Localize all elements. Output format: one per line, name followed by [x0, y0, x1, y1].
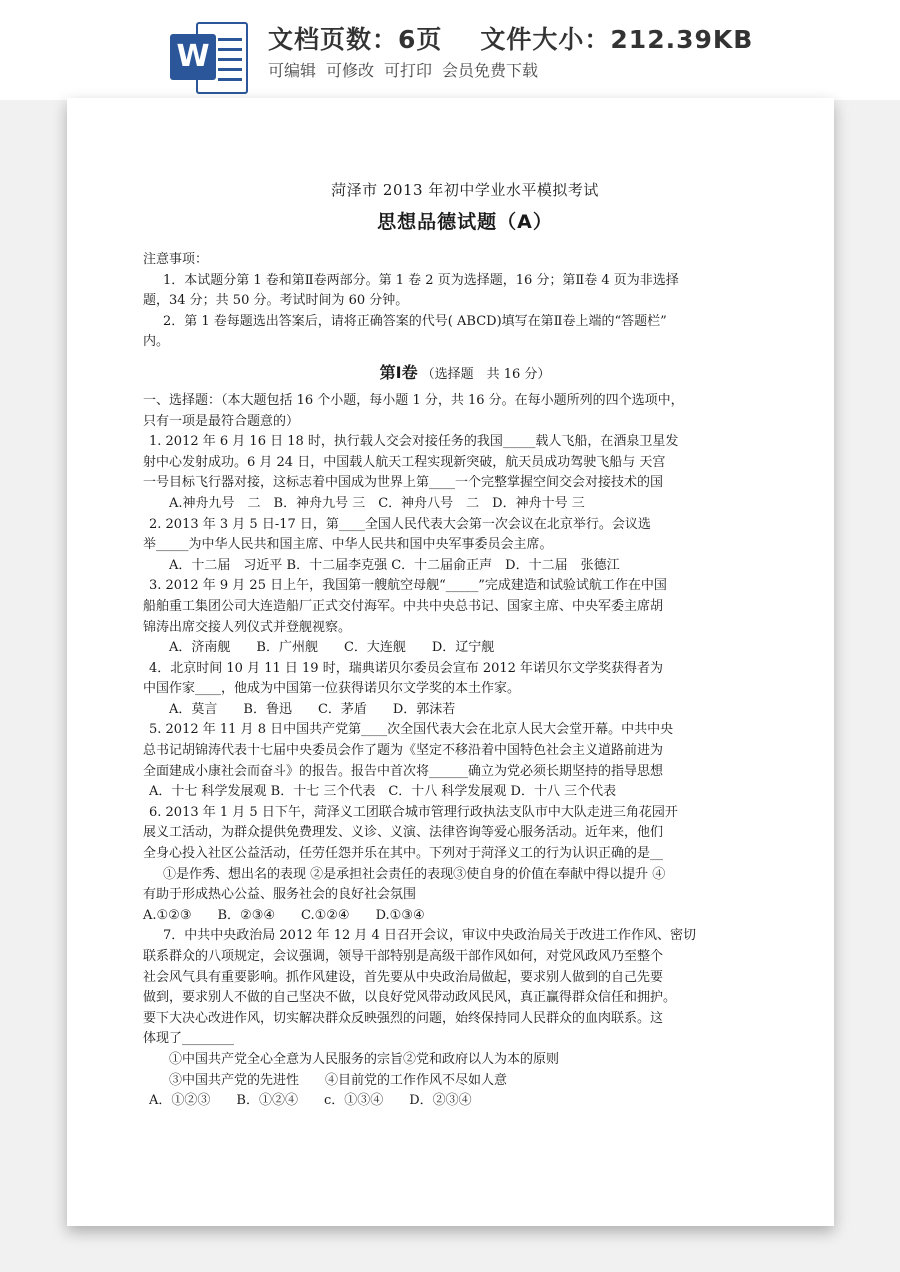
question-text: 要下大决心改进作风，切实解决群众反映强烈的问题，始终保持同人民群众的血肉联系。这	[143, 1010, 664, 1026]
question-statement: ①中国共产党全心全意为人民服务的宗旨②党和政府以人为本的原则	[169, 1051, 560, 1067]
question-text: 一、选择题：（本大题包括 16 个小题，每小题 1 分，共 16 分。在每小题所列的四个选项中，	[143, 392, 684, 408]
question-text: 社会风气具有重要影响。抓作风建设，首先要从中央政治局做起，要求别人做到的自己先要	[143, 969, 664, 985]
question-statement: ①是作秀、想出名的表现 ②是承担社会责任的表现③使自身的价值在奉献中得以提升 ④	[163, 866, 666, 882]
feature-modifiable: 可修改	[326, 61, 375, 80]
question-text: 6. 2013 年 1 月 5 日下午，菏泽义工团联合城市管理行政执法支队市中大队走进三角花园开	[149, 804, 678, 820]
feature-printable: 可打印	[384, 61, 433, 80]
page-count: 文档页数：6页	[268, 25, 443, 54]
question-text: 7．中共中央政治局 2012 年 12 月 4 日召开会议，审议中央政治局关于改进工作作风、密切	[163, 928, 696, 944]
section-subtitle: （选择题 共 16 分）	[421, 366, 551, 382]
notice-line: 1．本试题分第 1 卷和第Ⅱ卷两部分。第 1 卷 2 页为选择题，16 分；第Ⅱ卷 4 页为非选择	[163, 272, 679, 288]
question-text: 做到，要求别人不做的自己坚决不做，以良好党风带动政风民风，真正赢得群众信任和拥护。	[143, 990, 677, 1006]
question-options: A.神舟九号 二 B．神舟九号 三 C．神舟八号 二 D．神舟十号 三	[169, 495, 585, 511]
question-statement: 有助于形成热心公益、服务社会的良好社会氛围	[143, 887, 417, 903]
question-text: 3. 2012 年 9 月 25 日上午，我国第一艘航空母舰“_____”完成建造和试验试航工作在中国	[149, 578, 667, 594]
question-text: 举_____为中华人民共和国主席、中华人民共和国中央军事委员会主席。	[143, 537, 553, 553]
document-page	[67, 98, 834, 1226]
question-text: 只有一项是最符合题意的）	[143, 413, 300, 429]
question-text: 全身心投入社区公益活动，任劳任怨并乐在其中。下列对于菏泽义工的行为认识正确的是__	[143, 846, 664, 862]
section-heading	[143, 363, 787, 385]
question-options: A.①②③ B．②③④ C.①②④ D.①③④	[143, 907, 425, 923]
question-options: A．①②③ B．①②④ c．①③④ D．②③④	[149, 1093, 472, 1109]
exam-body	[143, 250, 787, 1112]
word-badge: W	[170, 34, 216, 80]
question-text: 射中心发射成功。6 月 24 日，中国载人航天工程实现新突破，航天员成功驾驶飞船与 天宫	[143, 454, 666, 470]
exam-title: 菏泽市 2013 年初中学业水平模拟考试	[331, 181, 599, 199]
question-text: 2. 2013 年 3 月 5 日-17 日，第____全国人民代表大会第一次会议在北京举行。会议选	[149, 516, 651, 532]
question-text: 一号目标飞行器对接，这标志着中国成为世界上第____一个完整掌握空间交会对接技术的国	[143, 475, 664, 491]
question-options: A．莫言 B．鲁迅 C．茅盾 D．郭沫若	[169, 701, 456, 717]
question-text: 5. 2012 年 11 月 8 日中国共产党第____次全国代表大会在北京人民大会堂开幕。中共中央	[149, 722, 674, 738]
section-title: 第Ⅰ卷	[379, 362, 418, 382]
question-options: A．十七 科学发展观 B．十七 三个代表 C．十八 科学发展观 D．十八 三个代表	[149, 784, 617, 800]
file-size: 文件大小：212.39KB	[480, 25, 754, 54]
question-text: 联系群众的八项规定，会议强调，领导干部特别是高级干部作风如何，对党风政风乃至整个	[143, 949, 664, 964]
question-options: A．十二届 习近平 B．十二届李克强 C．十二届俞正声 D．十二届 张德江	[169, 557, 620, 573]
file-info	[268, 20, 753, 56]
feature-member-download: 会员免费下载	[442, 61, 539, 80]
question-text: 体现了________	[143, 1031, 235, 1047]
question-text: 中国作家____，他成为中国第一位获得诺贝尔文学奖的本土作家。	[143, 681, 521, 697]
question-text: 1. 2012 年 6 月 16 日 18 时，执行载人交会对接任务的我国_____载人飞船，在酒泉卫星发	[149, 434, 679, 450]
notice-line: 2．第 1 卷每题选出答案后，请将正确答案的代号( ABCD)填写在第Ⅱ卷上端的“答题栏”	[163, 313, 667, 329]
question-text: 4．北京时间 10 月 11 日 19 时，瑞典诺贝尔委员会宣布 2012 年诺贝尔文学奖获得者为	[149, 660, 664, 676]
notice-heading: 注意事项：	[143, 252, 209, 267]
question-text: 全面建成小康社会而奋斗》的报告。报告中首次将______确立为党必须长期坚持的指导思想	[143, 763, 664, 779]
download-banner	[0, 0, 900, 100]
subject-title: 思想品德试题（A）	[377, 211, 553, 233]
feature-editable: 可编辑	[268, 61, 317, 80]
question-text: 展义工活动，为群众提供免费理发、义诊、义演、法律咨询等爱心服务活动。近年来，他们	[143, 825, 664, 841]
question-text: 船舶重工集团公司大连造船厂正式交付海军。中共中央总书记、国家主席、中央军委主席胡	[143, 598, 664, 614]
question-text: 总书记胡锦涛代表十七届中央委员会作了题为《坚定不移沿着中国特色社会主义道路前进为	[143, 743, 664, 759]
notice-line: 题，34 分；共 50 分。考试时间为 60 分钟。	[143, 293, 409, 309]
word-document-icon	[170, 22, 250, 94]
question-text: 锦涛出席交接人列仪式并登舰视察。	[143, 619, 352, 635]
feature-list	[268, 58, 538, 81]
question-options: A．济南舰 B．广州舰 C．大连舰 D．辽宁舰	[169, 640, 495, 656]
notice-line: 内。	[143, 334, 170, 350]
question-statement: ③中国共产党的先进性 ④目前党的工作作风不尽如人意	[169, 1072, 508, 1088]
